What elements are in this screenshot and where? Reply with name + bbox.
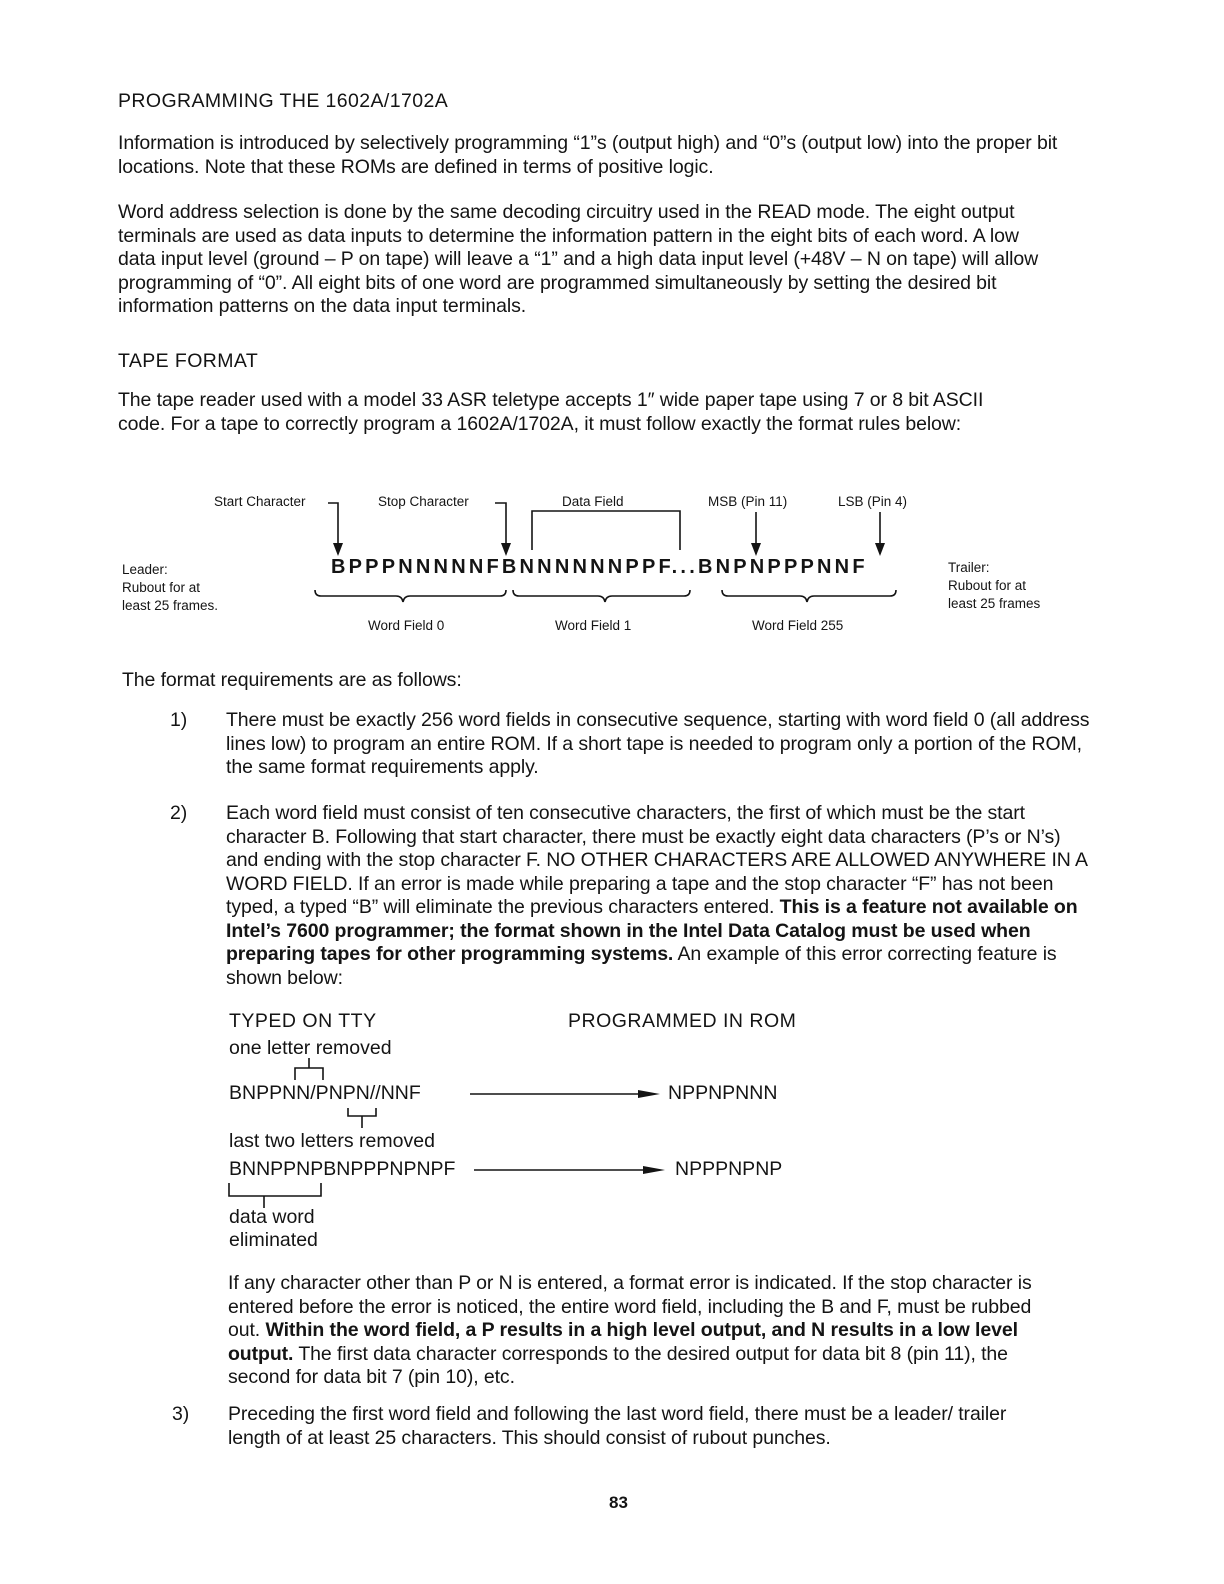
tape-format-diagram — [0, 0, 1224, 660]
requirement-text: Preceding the first word field and following the last word field, there must be a leader/ trailer length of at least 25 characters. This should consist of rubout punches. — [228, 1403, 1007, 1449]
note-last-two-letters-removed: last two letters removed — [229, 1130, 435, 1152]
trailer-label: Trailer: Rubout for at least 25 frames — [948, 560, 1041, 611]
format-error-text: If any character other than P or N is entered, a format error is indicated. If the stop character is entered before the error is noticed, the entire word field, including the B and F, must be rubbed out. — [228, 1272, 1032, 1341]
diagram-arrows-and-braces — [0, 0, 1224, 660]
requirements-intro: The format requirements are as follows: — [122, 669, 462, 691]
requirement-text: Each word field must consist of ten consecutive characters, the first of which must be the start character B. Following that start character, there must be exactly eight data characters (P’s or N’s) and ending with the stop character F. NO OTHER CHARACTERS ARE ALLOWED ANYWHERE IN A WORD FIELD. If an error is made while preparing a tape and the stop character “F” has not been typed, a typed “B” will eliminate the previous characters entered. — [226, 802, 1087, 918]
data-field-label: Data Field — [562, 494, 624, 509]
section-heading-tape-format: TAPE FORMAT — [118, 350, 259, 372]
requirement-item-3 — [172, 1403, 1058, 1450]
paragraph-tape-reader: The tape reader used with a model 33 ASR teletype accepts 1″ wide paper tape using 7 or 8 bit ASCII code. For a tape to correctly program a 1602A/1702A, it must follow exactly the format rules below: — [118, 389, 984, 435]
item-number: 2) — [170, 802, 188, 824]
page-number: 83 — [609, 1493, 628, 1512]
paragraph-information: Information is introduced by selectively programming “1”s (output high) and “0”s (output low) into the proper bit locations. Note that these ROMs are defined in terms of positive logic. — [118, 132, 1058, 178]
requirement-text-tail: An example of this error correcting feature is shown below: — [226, 943, 1057, 989]
typed-on-tty-header: TYPED ON TTY — [229, 1010, 377, 1032]
example-arrows-and-brackets — [0, 1000, 1224, 1260]
lsb-label: LSB (Pin 4) — [838, 494, 908, 509]
paragraph-word-address: Word address selection is done by the same decoding circuitry used in the READ mode. The eight output terminals are used as data inputs to determine the information pattern in the eight bits of each word. A low data input level (ground – P on tape) will leave a “1” and a high data input level (+48V – N on tape) will allow programming of “0”. All eight bits of one word are programmed simultaneously by setting the desired bit information patterns on the data input terminals. — [118, 201, 1039, 317]
error-correction-example — [0, 1000, 1224, 1260]
msb-label: MSB (Pin 11) — [708, 494, 788, 509]
requirement-bold-note: This is a feature not available on Intel’s 7600 programmer; the format shown in the Intel Data Catalog must be used when preparing tapes for other programming systems. — [226, 896, 1078, 965]
programmed-result-1: NPPNPNNN — [668, 1082, 778, 1104]
note-one-letter-removed: one letter removed — [229, 1037, 392, 1059]
typed-sequence-2: BNNPPNPBNPPPNPNPF — [229, 1158, 456, 1180]
format-error-text-tail: The first data character corresponds to the desired output for data bit 8 (pin 11), the second for data bit 7 (pin 10), etc. — [228, 1342, 1008, 1388]
requirement-item-2 — [170, 802, 1096, 990]
section-heading-programming: PROGRAMMING THE 1602A/1702A — [118, 90, 449, 112]
requirement-text: There must be exactly 256 word fields in consecutive sequence, starting with word field 0 (all address lines low) to program an entire ROM. If a short tape is needed to program only a portion of the ROM, the same format requirements apply. — [226, 709, 1090, 778]
programmed-in-rom-header: PROGRAMMED IN ROM — [568, 1010, 797, 1032]
tape-character-sequence: BPPPNNNNNFBNNNNNNPPF...BNPNPPPNNF — [331, 556, 868, 578]
item-number: 1) — [170, 709, 188, 731]
word-field-0-label: Word Field 0 — [368, 618, 445, 633]
typed-sequence-1: BNPPNN/PNPN//NNF — [229, 1082, 421, 1104]
paragraph-format-error — [228, 1272, 1054, 1390]
programmed-result-2: NPPPNPNP — [675, 1158, 783, 1180]
note-data-word-eliminated: data word eliminated — [229, 1206, 318, 1251]
stop-character-label: Stop Character — [378, 494, 469, 509]
word-field-255-label: Word Field 255 — [752, 618, 844, 633]
item-number: 3) — [172, 1403, 190, 1425]
word-field-1-label: Word Field 1 — [555, 618, 632, 633]
leader-label: Leader: Rubout for at least 25 frames. — [122, 562, 219, 613]
requirement-item-1 — [170, 709, 1094, 780]
format-error-bold-note: Within the word field, a P results in a high level output, and N results in a low level output. — [228, 1319, 1018, 1365]
start-character-label: Start Character — [214, 494, 306, 509]
